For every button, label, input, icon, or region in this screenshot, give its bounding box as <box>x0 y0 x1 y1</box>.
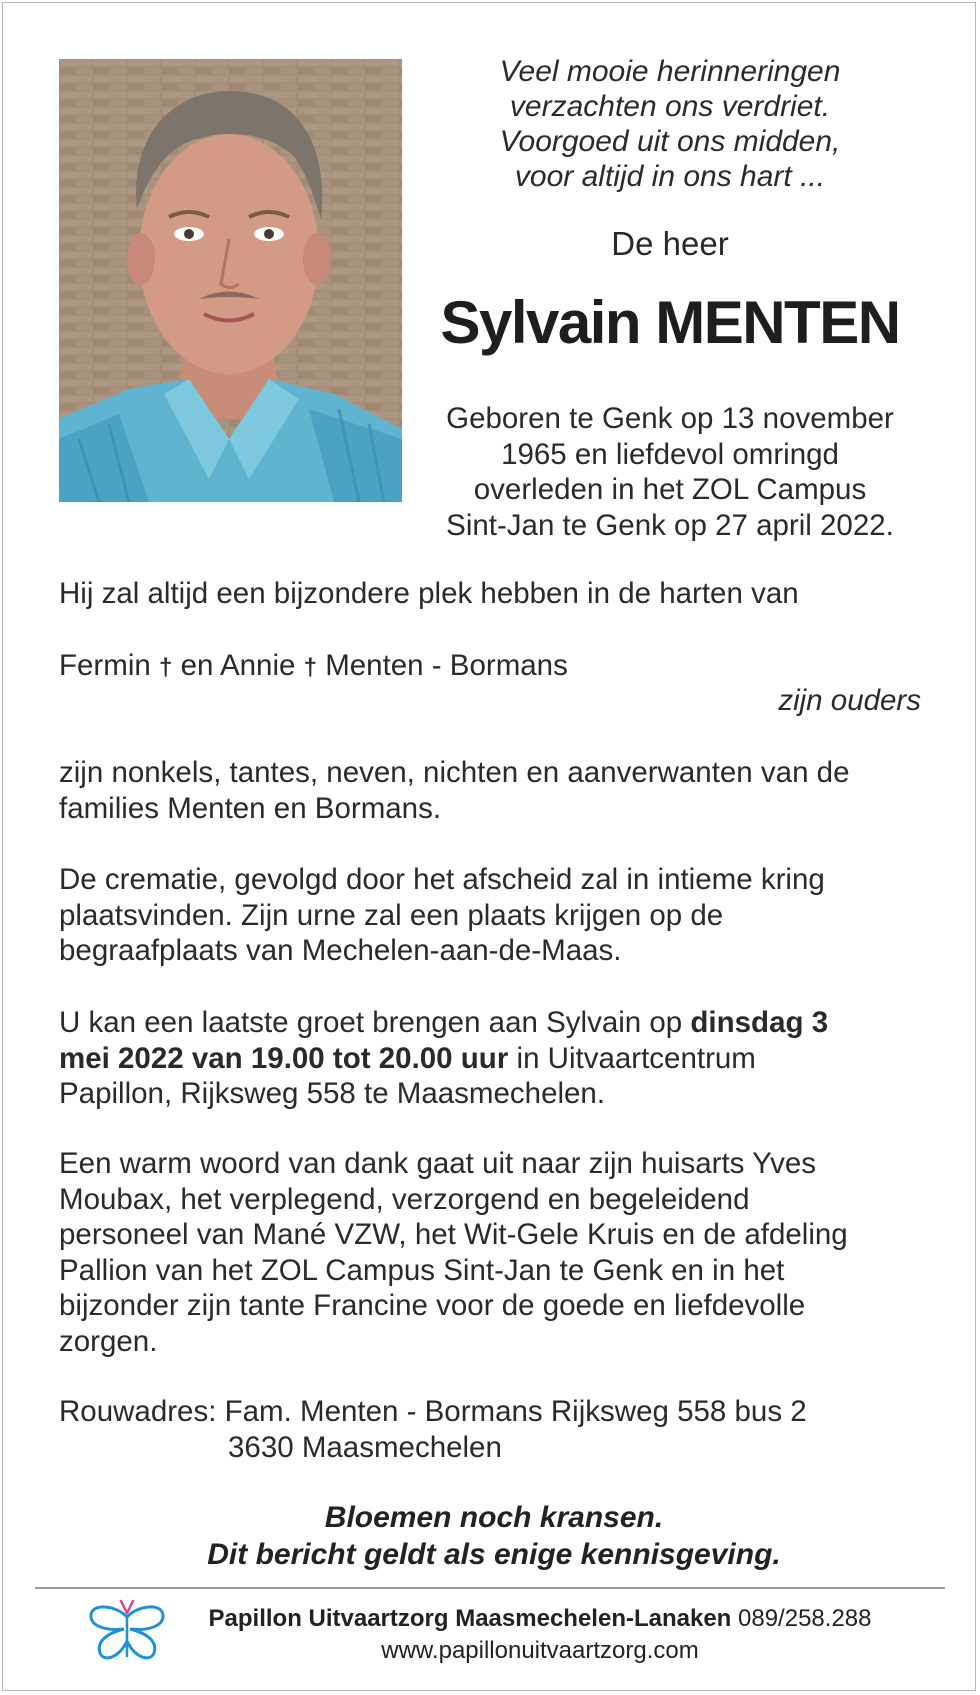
father-name: Fermin <box>59 649 151 682</box>
butterfly-logo-icon <box>86 1597 168 1667</box>
parents-relation: zijn ouders <box>778 684 921 717</box>
quote-line: Veel mooie herinneringen <box>499 55 841 88</box>
bio-line: Geboren te Genk op 13 november <box>446 402 894 435</box>
deceased-name: Sylvain MENTEN <box>440 289 900 356</box>
text-line: bijzonder zijn tante Francine voor de goede en liefdevolle <box>59 1289 806 1322</box>
footer-divider <box>35 1587 945 1589</box>
quote-line: verzachten ons verdriet. <box>509 90 831 123</box>
memorial-quote <box>440 54 900 194</box>
quote-line: voor altijd in ons hart ... <box>514 160 826 193</box>
text-line <box>59 1005 929 1041</box>
cross-icon: † <box>303 654 317 681</box>
text-line: De crematie, gevolgd door het afscheid zal in intieme kring <box>59 863 825 896</box>
farewell-date: dinsdag 3 <box>690 1006 829 1039</box>
funeral-home-line <box>180 1603 900 1635</box>
text-line: zorgen. <box>59 1324 158 1358</box>
funeral-home-phone: 089/258.288 <box>738 1605 872 1632</box>
cross-icon: † <box>159 654 173 681</box>
farewell-time: mei 2022 van 19.00 tot 20.00 uur <box>59 1041 509 1075</box>
parents-line <box>59 648 929 686</box>
text-line: families Menten en Bormans. <box>59 791 442 825</box>
relatives-paragraph <box>59 755 929 826</box>
hearts-intro: Hij zal altijd een bijzondere plek hebben in de harten van <box>59 577 799 610</box>
text-line: Een warm woord van dank gaat uit naar zijn huisarts Yves <box>59 1147 817 1180</box>
text-line: personeel van Mané VZW, het Wit-Gele Kruis en de afdeling <box>59 1218 848 1251</box>
mother-name: Annie <box>219 649 296 682</box>
closing-line: Dit bericht geldt als enige kennisgeving. <box>207 1538 781 1571</box>
funeral-home-info <box>180 1603 900 1667</box>
connector: en <box>180 649 214 682</box>
birth-death-info <box>425 401 915 543</box>
closing-line: Bloemen noch kransen. <box>324 1501 664 1534</box>
text-line: Pallion van het ZOL Campus Sint-Jan te Genk en in het <box>59 1253 785 1287</box>
address-label: Rouwadres: <box>59 1395 217 1428</box>
quote-line: Voorgoed uit ons midden, <box>499 125 841 158</box>
text-line <box>59 1394 929 1430</box>
family-name: Menten - Bormans <box>325 649 568 682</box>
cremation-paragraph <box>59 862 929 969</box>
portrait-photo <box>59 59 402 502</box>
text-line: zijn nonkels, tantes, neven, nichten en aanverwanten van de <box>59 756 850 789</box>
text-line: Moubax, het verplegend, verzorgend en begeleidend <box>59 1182 750 1216</box>
bio-line: Sint-Jan te Genk op 27 april 2022. <box>446 508 894 542</box>
funeral-home-name: Papillon Uitvaartzorg Maasmechelen-Lanaken <box>208 1605 732 1632</box>
farewell-text: U kan een laatste groet brengen aan Sylvain op <box>59 1006 683 1039</box>
text-line: 3630 Maasmechelen <box>228 1430 502 1464</box>
farewell-paragraph <box>59 1005 929 1112</box>
mourning-address <box>59 1394 929 1465</box>
bio-line: 1965 en liefdevol omringd <box>501 437 839 471</box>
closing-notice <box>59 1499 929 1573</box>
address-line: Fam. Menten - Bormans Rijksweg 558 bus 2 <box>224 1395 807 1428</box>
text-line: begraafplaats van Mechelen-aan-de-Maas. <box>59 934 622 967</box>
text-line: Papillon, Rijksweg 558 te Maasmechelen. <box>59 1077 606 1110</box>
thanks-paragraph <box>59 1146 929 1359</box>
text-line <box>59 1041 929 1077</box>
bio-line: overleden in het ZOL Campus <box>473 473 867 506</box>
funeral-home-website[interactable]: www.papillonuitvaartzorg.com <box>381 1637 699 1664</box>
salutation: De heer <box>611 225 729 262</box>
farewell-place: in Uitvaartcentrum <box>516 1041 756 1075</box>
text-line: plaatsvinden. Zijn urne zal een plaats krijgen op de <box>59 898 724 932</box>
